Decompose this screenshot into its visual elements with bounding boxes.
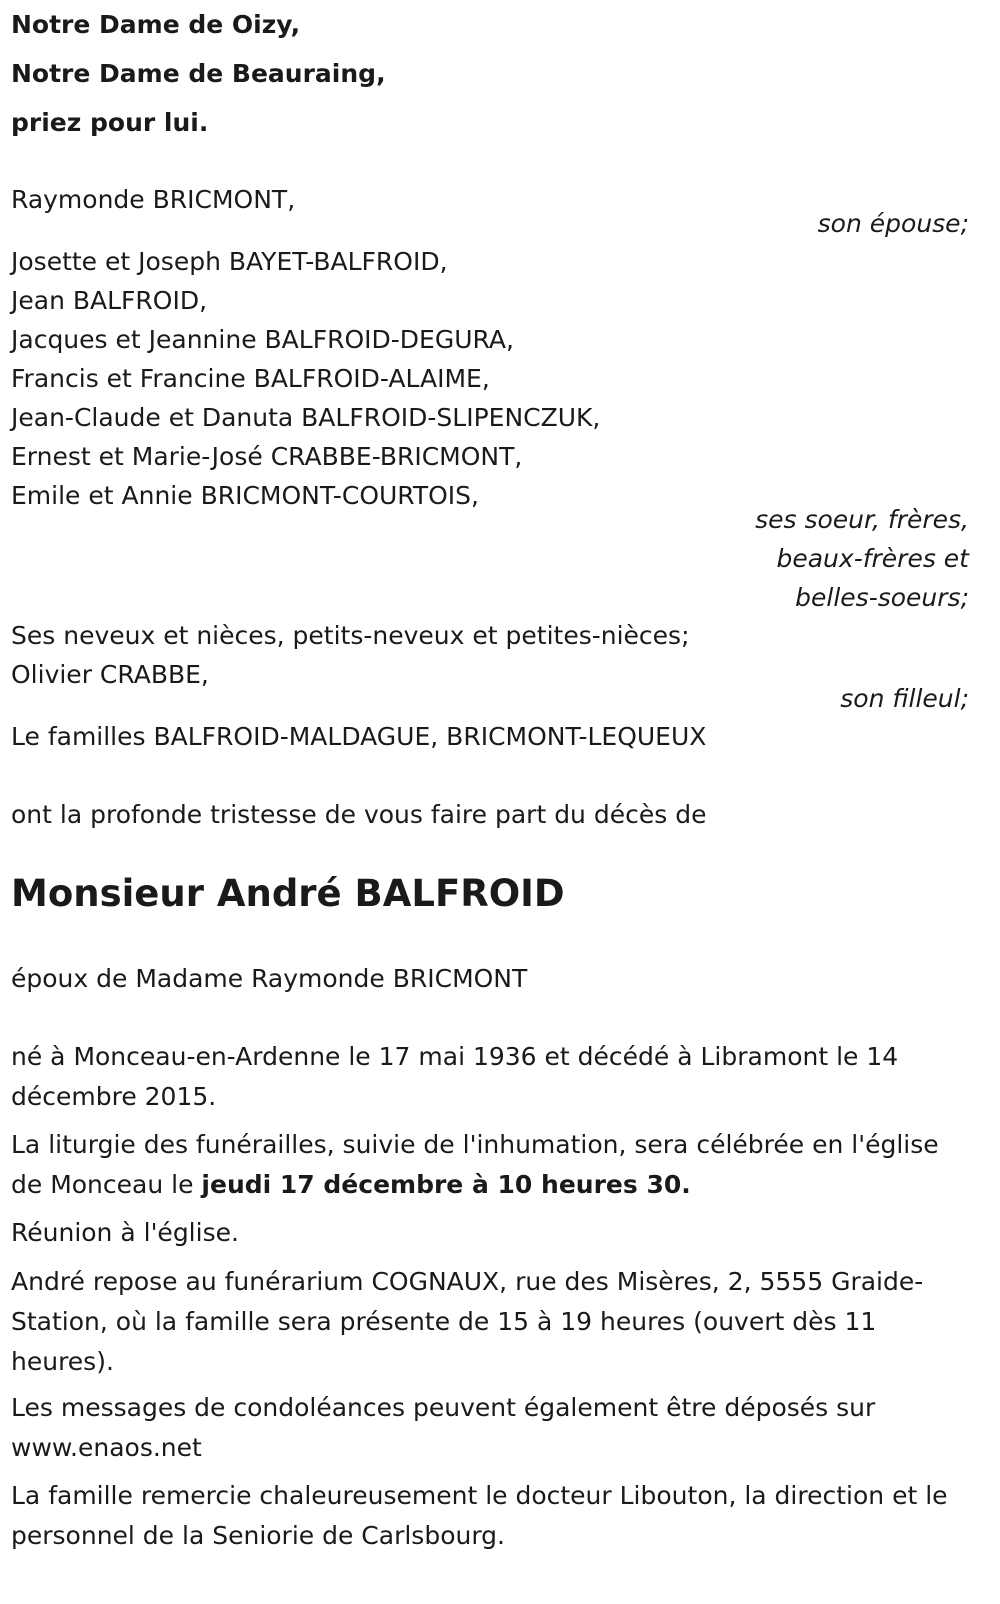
sibling-line: Ernest et Marie-José CRABBE-BRICMONT, [11, 442, 523, 471]
siblings-role-line: ses soeur, frères, [755, 505, 969, 534]
thanks-paragraph: La famille remercie chaleureusement le docteur Libouton, la direction et le personnel de la Seniorie de Carlsbourg. [11, 1481, 948, 1550]
siblings-role-line: beaux-frères et [776, 544, 969, 573]
prayer-line-2: Notre Dame de Beauraing, [11, 59, 386, 88]
liturgy-text: La liturgie des funérailles, suivie de l'inhumation, sera célébrée en l'église de Monceau le [11, 1130, 939, 1199]
birth-death-paragraph: né à Monceau-en-Ardenne le 17 mai 1936 et décédé à Libramont le 14 décembre 2015. [11, 1042, 899, 1111]
liturgy-datetime: jeudi 17 décembre à 10 heures 30. [201, 1170, 691, 1199]
prayer-line-3: priez pour lui. [11, 108, 209, 137]
spouse-role: son épouse; [817, 209, 969, 238]
sibling-line: Emile et Annie BRICMONT-COURTOIS, [11, 481, 479, 510]
sibling-line: Jean BALFROID, [11, 286, 208, 315]
funerarium-paragraph: André repose au funérarium COGNAUX, rue des Misères, 2, 5555 Graide-Station, où la famille sera présente de 15 à 19 heures (ouvert dès 11 heures). [11, 1267, 924, 1376]
siblings-role-line: belles-soeurs; [795, 583, 969, 612]
godson-role: son filleul; [840, 684, 969, 713]
liturgy-paragraph [11, 1125, 976, 1205]
sibling-line: Josette et Joseph BAYET-BALFROID, [11, 247, 448, 276]
sibling-line: Jean-Claude et Danuta BALFROID-SLIPENCZUK, [11, 403, 601, 432]
families-line: Le familles BALFROID-MALDAGUE, BRICMONT-LEQUEUX [11, 722, 707, 751]
condolences-paragraph: Les messages de condoléances peuvent également être déposés sur www.enaos.net [11, 1393, 876, 1462]
meeting-paragraph: Réunion à l'église. [11, 1218, 239, 1247]
sibling-line: Jacques et Jeannine BALFROID-DEGURA, [11, 325, 514, 354]
sibling-line: Francis et Francine BALFROID-ALAIME, [11, 364, 490, 393]
spouse-of-line: époux de Madame Raymonde BRICMONT [11, 964, 528, 993]
godson-name: Olivier CRABBE, [11, 660, 209, 689]
spouse-name: Raymonde BRICMONT, [11, 185, 296, 214]
deceased-name: Monsieur André BALFROID [11, 872, 565, 915]
announcement-text: ont la profonde tristesse de vous faire part du décès de [11, 800, 707, 829]
prayer-line-1: Notre Dame de Oizy, [11, 10, 301, 39]
nephews-line: Ses neveux et nièces, petits-neveux et petites-nièces; [11, 621, 690, 650]
